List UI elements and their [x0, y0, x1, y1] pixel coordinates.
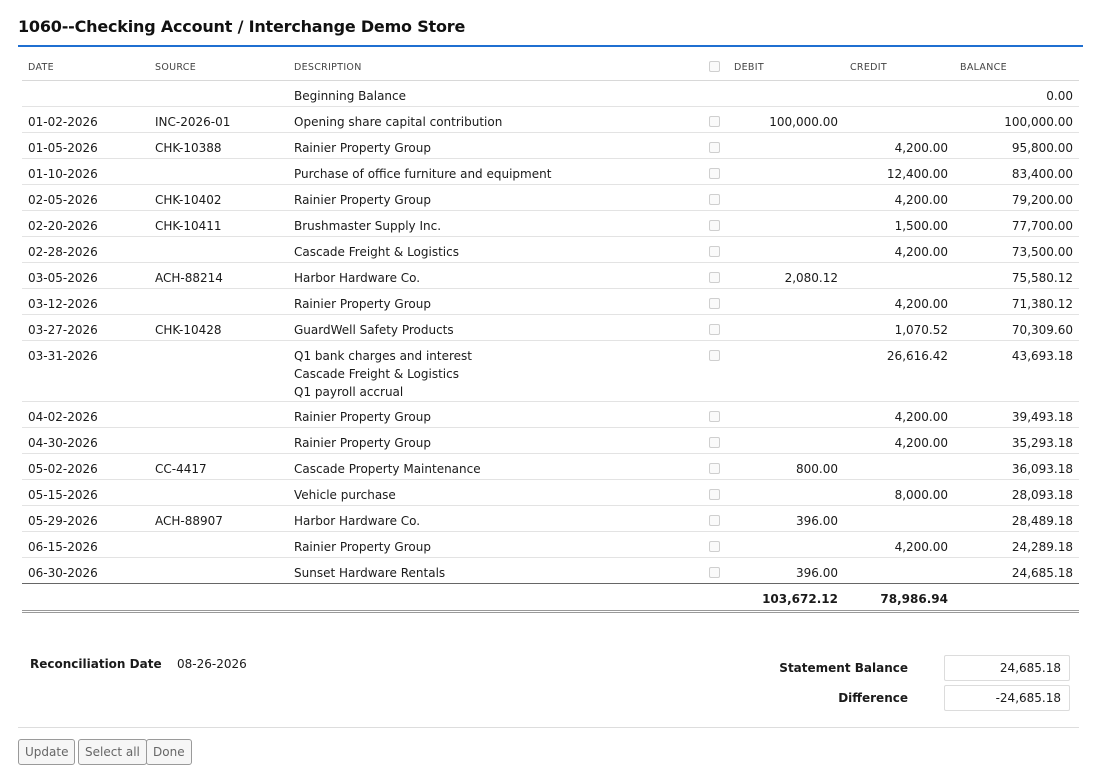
cleared-checkbox[interactable] [709, 272, 720, 283]
cell-debit [728, 341, 844, 402]
cell-cleared [700, 402, 728, 428]
cell-debit [728, 185, 844, 211]
cell-debit [728, 289, 844, 315]
cell-credit [844, 558, 954, 584]
description-line: Cascade Freight & Logistics [294, 367, 459, 381]
cleared-checkbox[interactable] [709, 567, 720, 578]
table-row [22, 341, 1079, 402]
column-header-balance[interactable]: BALANCE [954, 54, 1079, 81]
table-row [22, 211, 1079, 237]
cell-debit [728, 315, 844, 341]
done-button[interactable]: Done [146, 739, 192, 765]
cleared-checkbox[interactable] [709, 298, 720, 309]
cell-source [149, 558, 288, 584]
cleared-checkbox[interactable] [709, 220, 720, 231]
cell-debit [728, 237, 844, 263]
cell-date: 02-28-2026 [22, 237, 149, 263]
cell-date: 03-12-2026 [22, 289, 149, 315]
cell-cleared [700, 133, 728, 159]
cell-date: 03-27-2026 [22, 315, 149, 341]
cell-source: CHK-10402 [149, 185, 288, 211]
cell-cleared [700, 237, 728, 263]
cell-description: Brushmaster Supply Inc. [288, 211, 700, 237]
cell-balance: 28,489.18 [954, 506, 1079, 532]
cell-date: 02-20-2026 [22, 211, 149, 237]
cell-source [149, 81, 288, 107]
cell-balance: 24,289.18 [954, 532, 1079, 558]
cell-credit [844, 81, 954, 107]
table-row [22, 532, 1079, 558]
cell-description: GuardWell Safety Products [288, 315, 700, 341]
select-all-checkbox[interactable] [709, 61, 720, 72]
cell-date [22, 81, 149, 107]
cell-description: Rainier Property Group [288, 402, 700, 428]
cell-debit [728, 480, 844, 506]
difference-field: -24,685.18 [944, 685, 1070, 711]
cell-date: 01-02-2026 [22, 107, 149, 133]
cleared-checkbox[interactable] [709, 489, 720, 500]
title-divider [18, 45, 1083, 47]
cleared-checkbox[interactable] [709, 324, 720, 335]
cell-credit [844, 263, 954, 289]
cell-date: 06-15-2026 [22, 532, 149, 558]
cell-credit: 4,200.00 [844, 532, 954, 558]
table-row [22, 185, 1079, 211]
cell-description: Purchase of office furniture and equipment [288, 159, 700, 185]
cell-date: 01-05-2026 [22, 133, 149, 159]
cell-source [149, 159, 288, 185]
table-row [22, 289, 1079, 315]
description-line: Q1 payroll accrual [294, 385, 404, 399]
update-button[interactable]: Update [18, 739, 75, 765]
cell-description: Beginning Balance [288, 81, 700, 107]
cell-balance: 71,380.12 [954, 289, 1079, 315]
table-row [22, 133, 1079, 159]
cell-credit [844, 454, 954, 480]
cell-cleared [700, 341, 728, 402]
cell-date: 01-10-2026 [22, 159, 149, 185]
cell-debit [728, 532, 844, 558]
cell-date: 03-31-2026 [22, 341, 149, 402]
cell-cleared [700, 428, 728, 454]
cell-credit: 26,616.42 [844, 341, 954, 402]
cell-credit [844, 107, 954, 133]
statement-balance-label: Statement Balance [779, 661, 908, 675]
cell-cleared [700, 506, 728, 532]
cleared-checkbox[interactable] [709, 168, 720, 179]
table-row [22, 237, 1079, 263]
column-header-credit[interactable]: CREDIT [844, 54, 954, 81]
cell-date: 05-15-2026 [22, 480, 149, 506]
cell-cleared [700, 558, 728, 584]
cell-credit: 1,070.52 [844, 315, 954, 341]
cell-source: CC-4417 [149, 454, 288, 480]
cell-debit [728, 159, 844, 185]
cell-balance: 0.00 [954, 81, 1079, 107]
select-all-button[interactable]: Select all [78, 739, 147, 765]
cell-date: 05-29-2026 [22, 506, 149, 532]
cell-source [149, 428, 288, 454]
cell-cleared [700, 263, 728, 289]
cell-date: 05-02-2026 [22, 454, 149, 480]
statement-balance-field[interactable]: 24,685.18 [944, 655, 1070, 681]
cell-cleared [700, 289, 728, 315]
table-row [22, 263, 1079, 289]
cell-balance: 79,200.00 [954, 185, 1079, 211]
cell-description: Sunset Hardware Rentals [294, 566, 446, 580]
cell-cleared [700, 532, 728, 558]
reconciliation-date-label: Reconciliation Date [30, 657, 162, 671]
cell-source: CHK-10428 [149, 315, 288, 341]
cell-cleared [700, 211, 728, 237]
cell-credit: 1,500.00 [844, 211, 954, 237]
cell-balance: 43,693.18 [954, 341, 1079, 402]
cell-debit: 100,000.00 [728, 107, 844, 133]
difference-label: Difference [838, 691, 908, 705]
cell-source [149, 341, 288, 402]
table-row [22, 159, 1079, 185]
cleared-checkbox[interactable] [709, 411, 720, 422]
cleared-checkbox[interactable] [709, 116, 720, 127]
cell-debit: 396.00 [728, 506, 844, 532]
cleared-checkbox[interactable] [709, 350, 720, 361]
cleared-checkbox[interactable] [709, 142, 720, 153]
column-header-debit[interactable]: DEBIT [728, 54, 844, 81]
cell-credit: 4,200.00 [844, 428, 954, 454]
cleared-checkbox[interactable] [709, 194, 720, 205]
total-debit: 103,672.12 [728, 584, 844, 612]
cell-balance: 100,000.00 [954, 107, 1079, 133]
ledger-table [22, 54, 1079, 613]
cell-description: Vehicle purchase [288, 480, 700, 506]
cell-debit [728, 428, 844, 454]
cell-description: Rainier Property Group [288, 185, 700, 211]
cell-credit: 4,200.00 [844, 402, 954, 428]
page-title: 1060--Checking Account / Interchange Demo Store [18, 17, 466, 36]
cell-cleared [700, 315, 728, 341]
column-header-description[interactable]: DESCRIPTION [288, 54, 700, 81]
cell-balance: 28,093.18 [954, 480, 1079, 506]
cell-source: ACH-88214 [149, 263, 288, 289]
cell-debit [728, 133, 844, 159]
cell-balance: 77,700.00 [954, 211, 1079, 237]
table-row [22, 558, 1079, 584]
table-row [22, 454, 1079, 480]
cell-debit [728, 81, 844, 107]
cleared-checkbox[interactable] [709, 515, 720, 526]
cell-date: 06-30-2026 [28, 566, 98, 580]
cell-date: 02-05-2026 [22, 185, 149, 211]
table-row [22, 81, 1079, 107]
cell-cleared [700, 81, 728, 107]
cell-credit: 12,400.00 [844, 159, 954, 185]
cell-description: Rainier Property Group [288, 532, 700, 558]
cell-cleared [700, 454, 728, 480]
cell-credit: 4,200.00 [844, 289, 954, 315]
cell-source [149, 532, 288, 558]
cell-credit: 4,200.00 [844, 185, 954, 211]
table-row [22, 315, 1079, 341]
cell-balance: 24,685.18 [1011, 566, 1073, 580]
cell-description: Rainier Property Group [288, 133, 700, 159]
cell-credit: 8,000.00 [844, 480, 954, 506]
table-row [22, 402, 1079, 428]
cell-source: CHK-10388 [149, 133, 288, 159]
total-credit: 78,986.94 [844, 584, 954, 612]
cell-cleared [700, 185, 728, 211]
cell-date: 04-30-2026 [22, 428, 149, 454]
cell-source [149, 237, 288, 263]
column-header-source[interactable]: SOURCE [149, 54, 288, 81]
cell-debit [728, 211, 844, 237]
footer-divider [18, 727, 1079, 728]
cell-balance: 35,293.18 [954, 428, 1079, 454]
cell-date: 04-02-2026 [22, 402, 149, 428]
cell-credit [844, 506, 954, 532]
cleared-checkbox[interactable] [709, 246, 720, 257]
cell-source: INC-2026-01 [149, 107, 288, 133]
cell-description: Rainier Property Group [288, 428, 700, 454]
cell-description: Rainier Property Group [288, 289, 700, 315]
reconciliation-date-value: 08-26-2026 [177, 657, 247, 671]
cell-source [149, 289, 288, 315]
cell-balance: 39,493.18 [954, 402, 1079, 428]
cell-description: Cascade Freight & Logistics [288, 237, 700, 263]
table-row [22, 428, 1079, 454]
cell-description: Harbor Hardware Co. [288, 263, 700, 289]
column-header-date[interactable]: DATE [22, 54, 149, 81]
cell-source [149, 480, 288, 506]
cell-description: Cascade Property Maintenance [288, 454, 700, 480]
cell-source [149, 402, 288, 428]
cell-cleared [700, 107, 728, 133]
cell-debit: 800.00 [728, 454, 844, 480]
cell-balance: 95,800.00 [954, 133, 1079, 159]
cell-balance: 70,309.60 [954, 315, 1079, 341]
cell-date: 03-05-2026 [22, 263, 149, 289]
cell-debit [728, 402, 844, 428]
description-line: Q1 bank charges and interest [294, 349, 473, 363]
cell-source: ACH-88907 [149, 506, 288, 532]
cell-debit: 2,080.12 [728, 263, 844, 289]
cleared-checkbox[interactable] [709, 541, 720, 552]
cell-balance: 73,500.00 [954, 237, 1079, 263]
table-row [22, 506, 1079, 532]
cell-cleared [700, 159, 728, 185]
cell-balance: 36,093.18 [954, 454, 1079, 480]
cell-description: Opening share capital contribution [288, 107, 700, 133]
cleared-checkbox[interactable] [709, 437, 720, 448]
table-row [22, 107, 1079, 133]
table-row [22, 480, 1079, 506]
cell-debit: 396.00 [796, 566, 838, 580]
cell-cleared [700, 480, 728, 506]
cell-credit: 4,200.00 [844, 133, 954, 159]
totals-row [22, 584, 1079, 612]
cell-description: Harbor Hardware Co. [288, 506, 700, 532]
table-header-row [22, 54, 1079, 81]
cleared-checkbox[interactable] [709, 463, 720, 474]
cell-source: CHK-10411 [149, 211, 288, 237]
cell-description [288, 341, 700, 402]
cell-credit: 4,200.00 [844, 237, 954, 263]
cell-balance: 75,580.12 [954, 263, 1079, 289]
cell-balance: 83,400.00 [954, 159, 1079, 185]
